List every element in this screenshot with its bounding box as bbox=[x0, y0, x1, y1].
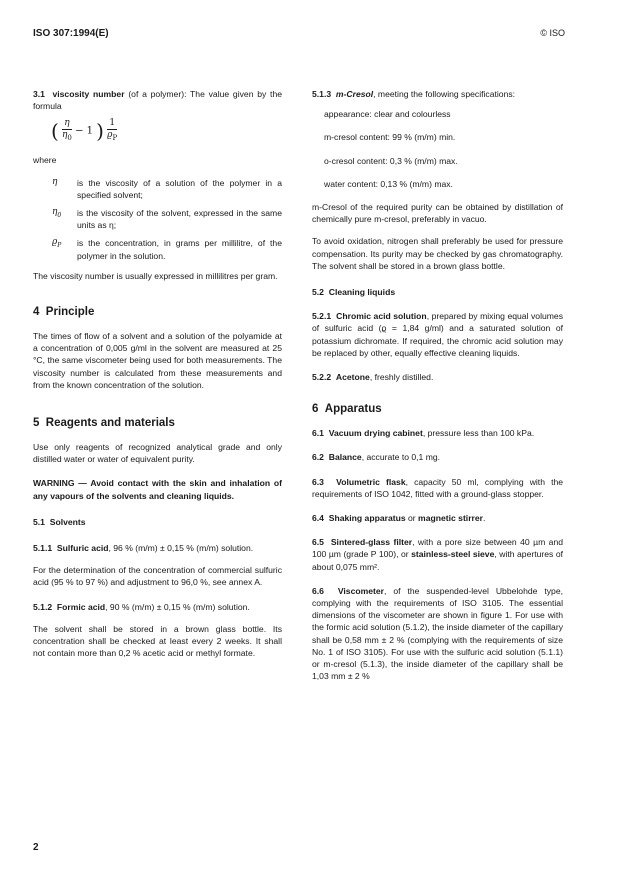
term-3-1: 3.1 viscosity number (of a polymer): The value given by the formula bbox=[33, 89, 283, 112]
left-column bbox=[33, 88, 282, 659]
viscosity-formula: ( $\frac{\eta}{\eta_0}$ − 1 ) $\frac{1}{ϱ_P}$ bbox=[51, 118, 118, 144]
viscosity-note: The viscosity number is usually expressed in millilitres per gram. bbox=[33, 270, 278, 281]
section-5-heading: 5 Reagents and materials bbox=[33, 417, 175, 430]
page-number: 2 bbox=[33, 842, 39, 853]
oxidation-note: To avoid oxidation, nitrogen shall preferably be used for pressure compensation. Its purity may be checked by gas chromatography. The solvent shall be stored in a brown glass bottle. bbox=[312, 236, 563, 271]
sulfuric-note: For the determination of the concentration of commercial sulfuric acid (95 % to 97 %) and adjustment to 96,0 %, see annex A. bbox=[33, 565, 282, 588]
definition-item: η is the viscosity of a solution of the polymer in a specified solvent; bbox=[52, 176, 282, 200]
copyright: © ISO bbox=[540, 28, 565, 38]
section-5-2-heading: 5.2 Cleaning liquids bbox=[312, 287, 396, 298]
section-4-heading: 4 Principle bbox=[33, 306, 95, 319]
where-label: where bbox=[33, 155, 57, 166]
clause-5-1-2: 5.1.2 Formic acid, 90 % (m/m) ± 0,15 % (m/m) solution. bbox=[33, 601, 250, 612]
clause-5-1-1: 5.1.1 Sulfuric acid, 96 % (m/m) ± 0,15 % (m/m) solution. bbox=[33, 543, 254, 554]
doc-id: ISO 307:1994(E) bbox=[33, 28, 109, 39]
spec-item: o-cresol content: 0,3 % (m/m) max. bbox=[324, 155, 458, 166]
spec-item: appearance: clear and colourless bbox=[324, 109, 451, 120]
clause-5-2-2: 5.2.2 Acetone, freshly distilled. bbox=[312, 372, 434, 383]
cresol-specs bbox=[312, 108, 563, 190]
reagents-text: Use only reagents of recognized analytical grade and only distilled water or water of equivalent purity. bbox=[33, 442, 282, 465]
warning-text: WARNING — Avoid contact with the skin and inhalation of any vapours of the solvents and cleaning liquids. bbox=[33, 478, 282, 501]
clause-6-3: 6.3 Volumetric flask, capacity 50 ml, complying with the requirements of ISO 1042, fitted with a ground-glass stopper. bbox=[312, 476, 564, 499]
right-column bbox=[312, 88, 563, 683]
cresol-note: m-Cresol of the required purity can be obtained by distillation of chemically pure m-cresol, preferably in vacuo. bbox=[312, 202, 563, 225]
section-6-heading: 6 Apparatus bbox=[312, 403, 382, 416]
clause-6-1: 6.1 Vacuum drying cabinet, pressure less than 100 kPa. bbox=[312, 428, 535, 439]
definition-item: $\eta_0$ is the viscosity of the solvent, expressed in the same units as η; bbox=[52, 207, 282, 231]
definitions-list bbox=[33, 177, 282, 262]
definition-item: $ϱ_P$ is the concentration, in grams per millilitre, of the polymer in the solution. bbox=[52, 237, 282, 261]
spec-item: m-cresol content: 99 % (m/m) min. bbox=[324, 132, 456, 143]
clause-6-2: 6.2 Balance, accurate to 0,1 mg. bbox=[312, 452, 441, 463]
clause-6-4: 6.4 Shaking apparatus or magnetic stirrer. bbox=[312, 513, 486, 524]
clause-5-1-3: 5.1.3 m-Cresol, meeting the following specifications: bbox=[312, 89, 516, 99]
formic-note: The solvent shall be stored in a brown glass bottle. Its concentration shall be checked at least every 2 weeks. It shall not contain more than 0,2 % acetic acid or methyl formate. bbox=[33, 623, 282, 659]
principle-text: The times of flow of a solvent and a solution of the polyamide at a concentration of 0,005 g/ml in the solvent are measured at 25 °C, the same viscometer being used for both measurements. The viscosity number is calculated from these measurements and from the known concentration of the solution. bbox=[33, 331, 282, 390]
spec-item: water content: 0,13 % (m/m) max. bbox=[324, 178, 453, 189]
clause-6-5: 6.5 Sintered-glass filter, with a pore size between 40 µm and 100 µm (grade P 100), or stainless-steel sieve, with apertures of about 0,075 mm². bbox=[312, 537, 564, 572]
section-5-1-heading: 5.1 Solvents bbox=[33, 516, 86, 527]
clause-6-6: 6.6 Viscometer, of the suspended-level Ubbelohde type, complying with the requirements of ISO 3105. The essential dimensions of the viscometer are shown in figure 1. For use with the formic acid solution (5.1.2), the inside diameter of the capillary shall be 0,58 mm ± 2 % (complying with the requirements of size No. 1 of ISO 3105). For use with the sulfuric acid solution (5.1.1) or m-cresol (5.1.3), the inside diameter of the capillary shall be 1,03 mm ± 2 % bbox=[312, 585, 563, 682]
clause-5-2-1: 5.2.1 Chromic acid solution, prepared by mixing equal volumes of sulfuric acid (ϱ = 1,84 g/ml) and a saturated solution of potassium dichromate. If required, the chromic acid solution may be replaced by other, equally effective cleaning liquids. bbox=[312, 311, 564, 358]
